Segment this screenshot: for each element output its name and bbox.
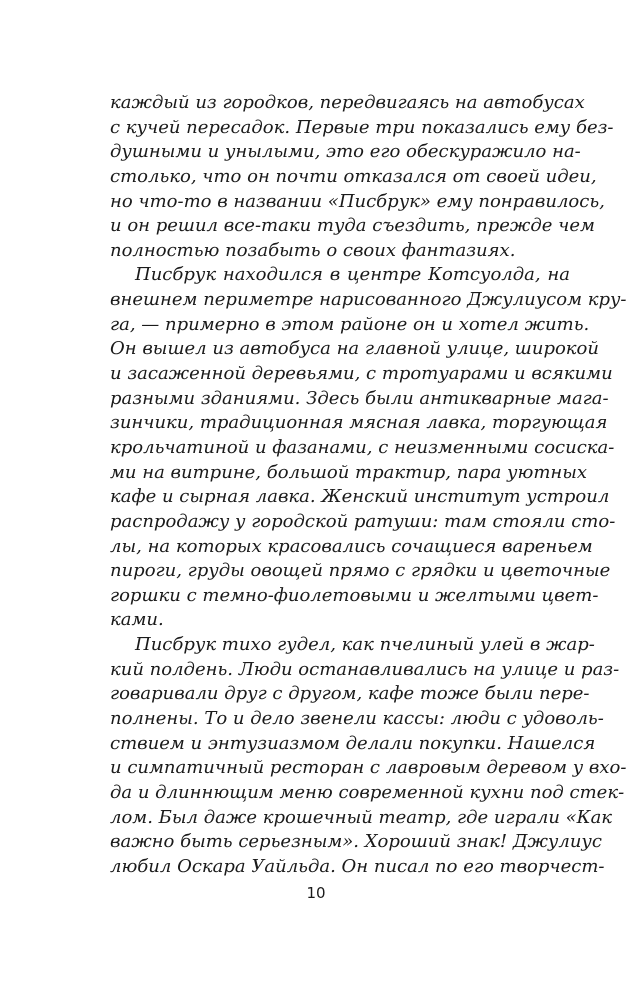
text-line: ствием и энтузиазмом делали покупки. Нашелся [110, 732, 596, 754]
text-line: лом. Был даже крошечный театр, где играли «Как [110, 806, 613, 828]
text-line: крольчатиной и фазанами, с неизменными сосиска- [110, 436, 615, 458]
text-line: но что-то в названии «Писбрук» ему понравилось, [110, 190, 605, 212]
text-line: пироги, груды овощей прямо с грядки и цветочные [110, 560, 611, 582]
text-line: ми на витрине, большой трактир, пара уютных [110, 461, 588, 483]
text-line: говаривали друг с другом, кафе тоже были пере- [110, 683, 590, 705]
text-line: полностью позабыть о своих фантазиях. [110, 239, 516, 261]
body-text [110, 91, 627, 880]
text-line: душными и унылыми, это его обескуражило на- [110, 141, 581, 163]
text-line: важно быть серьезным». Хороший знак! Джулиус [110, 831, 602, 853]
page-number: 10 [306, 884, 326, 902]
text-line: лы, на которых красовались сочащиеся вареньем [110, 535, 593, 557]
paragraph-start-line: Писбрук тихо гудел, как пчелиный улей в жар- [135, 634, 595, 656]
text-line: полнены. То и дело звенели кассы: люди с удоволь- [110, 708, 604, 730]
text-line: столько, что он почти отказался от своей идеи, [110, 165, 597, 187]
text-line: кафе и сырная лавка. Женский институт устроил [110, 486, 610, 508]
text-line: любил Оскара Уайльда. Он писал по его творчест- [110, 855, 605, 877]
paragraph-start-line: Писбрук находился в центре Котсуолда, на [135, 264, 570, 286]
text-line: и он решил все-таки туда съездить, прежде чем [110, 215, 595, 237]
text-line: каждый из городков, передвигаясь на автобусах [110, 92, 585, 113]
text-line: с кучей пересадок. Первые три показались ему без- [110, 116, 614, 138]
text-line: га, — примерно в этом районе он и хотел жить. [110, 313, 590, 335]
text-line: внешнем периметре нарисованного Джулиусом кру- [110, 289, 627, 311]
text-line: Он вышел из автобуса на главной улице, широкой [110, 338, 599, 360]
text-line: зинчики, традиционная мясная лавка, торгующая [110, 412, 608, 434]
text-line: да и длиннющим меню современной кухни под стек- [110, 781, 625, 803]
text-line: и засаженной деревьями, с тротуарами и всякими [110, 363, 613, 385]
text-line: распродажу у городской ратуши: там стояли сто- [110, 510, 616, 532]
text-line: и симпатичный ресторан с лавровым деревом у вхо- [110, 757, 627, 779]
text-line: горшки с темно-фиолетовыми и желтыми цвет- [110, 584, 599, 606]
text-line: разными зданиями. Здесь были антикварные мага- [110, 387, 609, 409]
text-line: ками. [110, 609, 164, 631]
text-line: кий полдень. Люди останавливались на улице и раз- [110, 658, 620, 680]
